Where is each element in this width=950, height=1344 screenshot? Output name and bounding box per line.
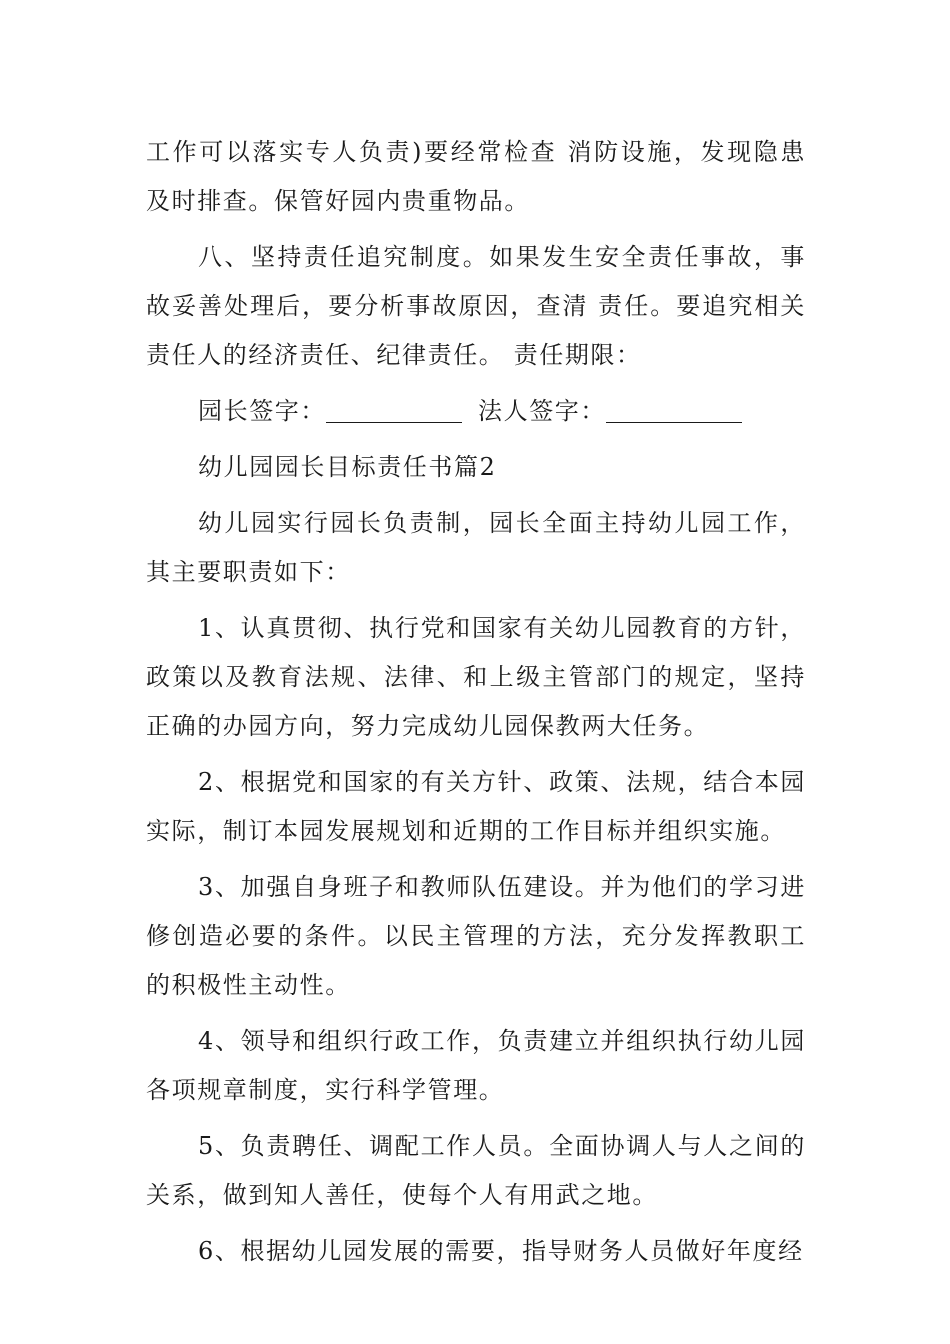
paragraph-item-2: 2、根据党和国家的有关方针、政策、法规，结合本园实际，制订本园发展规划和近期的工作目标并组织实施。 xyxy=(146,768,806,845)
principal-signature-blank xyxy=(326,396,462,423)
paragraph-accountability: 八、坚持责任追究制度。如果发生安全责任事故，事故妥善处理后，要分析事故原因，查清 责任。要追究相关责任人的经济责任、纪律责任。 责任期限： xyxy=(146,243,806,369)
paragraph-item-3: 3、加强自身班子和教师队伍建设。并为他们的学习进修创造必要的条件。以民主管理的方法，充分发挥教职工的积极性主动性。 xyxy=(146,873,806,999)
legal-signature-label: 法人签字： xyxy=(478,397,606,425)
legal-signature-blank xyxy=(606,396,742,423)
paragraph-item-1: 1、认真贯彻、执行党和国家有关幼儿园教育的方针，政策以及教育法规、法律、和上级主管部门的规定，坚持正确的办园方向，努力完成幼儿园保教两大任务。 xyxy=(146,614,806,740)
paragraph-fire-safety: 工作可以落实专人负责)要经常检查 消防设施，发现隐患及时排查。保管好园内贵重物品。 xyxy=(146,138,806,215)
document-body xyxy=(146,128,806,1283)
paragraph-item-6: 6、根据幼儿园发展的需要，指导财务人员做好年度经 xyxy=(198,1237,804,1265)
section-heading: 幼儿园园长目标责任书篇2 xyxy=(198,453,497,481)
paragraph-item-5: 5、负责聘任、调配工作人员。全面协调人与人之间的关系，做到知人善任，使每个人有用武之地。 xyxy=(146,1132,806,1209)
paragraph-intro: 幼儿园实行园长负责制，园长全面主持幼儿园工作，其主要职责如下： xyxy=(146,509,806,586)
paragraph-item-4: 4、领导和组织行政工作，负责建立并组织执行幼儿园各项规章制度，实行科学管理。 xyxy=(146,1027,806,1104)
principal-signature-label: 园长签字： xyxy=(198,397,326,425)
signature-line xyxy=(146,387,806,436)
